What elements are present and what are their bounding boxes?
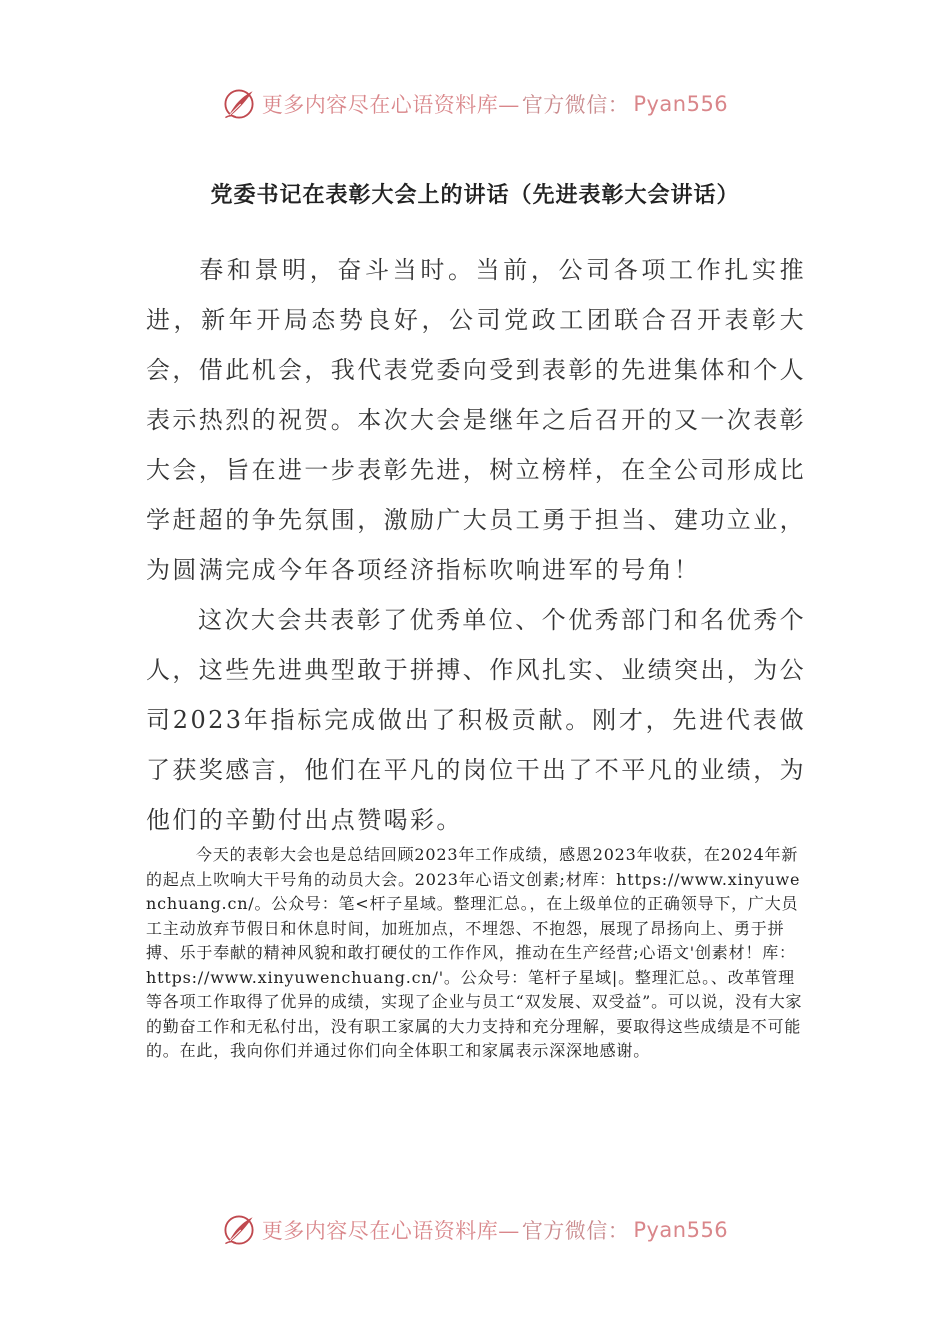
quill-pen-logo-icon <box>222 87 256 121</box>
banner-wechat-id: Pyan556 <box>633 92 729 116</box>
footer-banner <box>0 1212 950 1248</box>
banner-wechat-label: 官方微信： <box>521 1219 630 1243</box>
banner-wechat-id: Pyan556 <box>633 1218 729 1242</box>
quill-pen-logo-icon <box>222 1213 256 1247</box>
document-title: 党委书记在表彰大会上的讲话（先进表彰大会讲话） <box>210 183 740 208</box>
paragraph-3-text: 今天的表彰大会也是总结回顾2023年工作成绩，感恩2023年收获，在2024年新的起点上吹响大干号角的动员大会。2023年心语文创素;材库：https://www.xinyuwenchuang.cn/。公众号：笔<杆子星域。整理汇总。，在上级单位的正确领导下，广大员工主动放弃节假日和休息时间，加班加点，不埋怨、不抱怨，展现了昂扬向上、勇于拼搏、乐于奉献的精神风貌和敢打硬仗的工作作风，推动在生产经营;心语文'创素材！库：https://www.xinyuwenchuang.cn/'。公众号：笔杆子星域|。整理汇总。、改革管理等各项工作取得了优异的成绩，实现了企业与员工“双发展、双受益”。可以说，没有大家的勤奋工作和无私付出，没有职工家属的大力支持和充分理解，要取得这些成绩是不可能的。在此，我向你们并通过你们向全体职工和家属表示深深地感谢。 <box>146 845 803 1060</box>
paragraph-1 <box>146 245 806 595</box>
paragraph-1-text: 春和景明，奋斗当时。当前，公司各项工作扎实推进，新年开局态势良好，公司党政工团联合召开表彰大会，借此机会，我代表党委向受到表彰的先进集体和个人表示热烈的祝贺。本次大会是继年之后召开的又一次表彰大会，旨在进一步表彰先进，树立榜样，在全公司形成比学赶超的争先氛围，激励广大员工勇于担当、建功立业，为圆满完成今年各项经济指标吹响进军的号角！ <box>146 256 806 584</box>
banner-text: 更多内容尽在心语资料库— <box>261 1219 520 1243</box>
paragraph-3 <box>146 843 806 1064</box>
header-banner <box>0 86 950 122</box>
banner-text: 更多内容尽在心语资料库— <box>261 93 520 117</box>
banner-wechat-label: 官方微信： <box>521 93 630 117</box>
paragraph-2 <box>146 595 806 845</box>
paragraph-2-text: 这次大会共表彰了优秀单位、个优秀部门和名优秀个人，这些先进典型敢于拼搏、作风扎实、业绩突出，为公司2023年指标完成做出了积极贡献。刚才，先进代表做了获奖感言，他们在平凡的岗位干出了不平凡的业绩，为他们的辛勤付出点赞喝彩。 <box>146 606 806 834</box>
